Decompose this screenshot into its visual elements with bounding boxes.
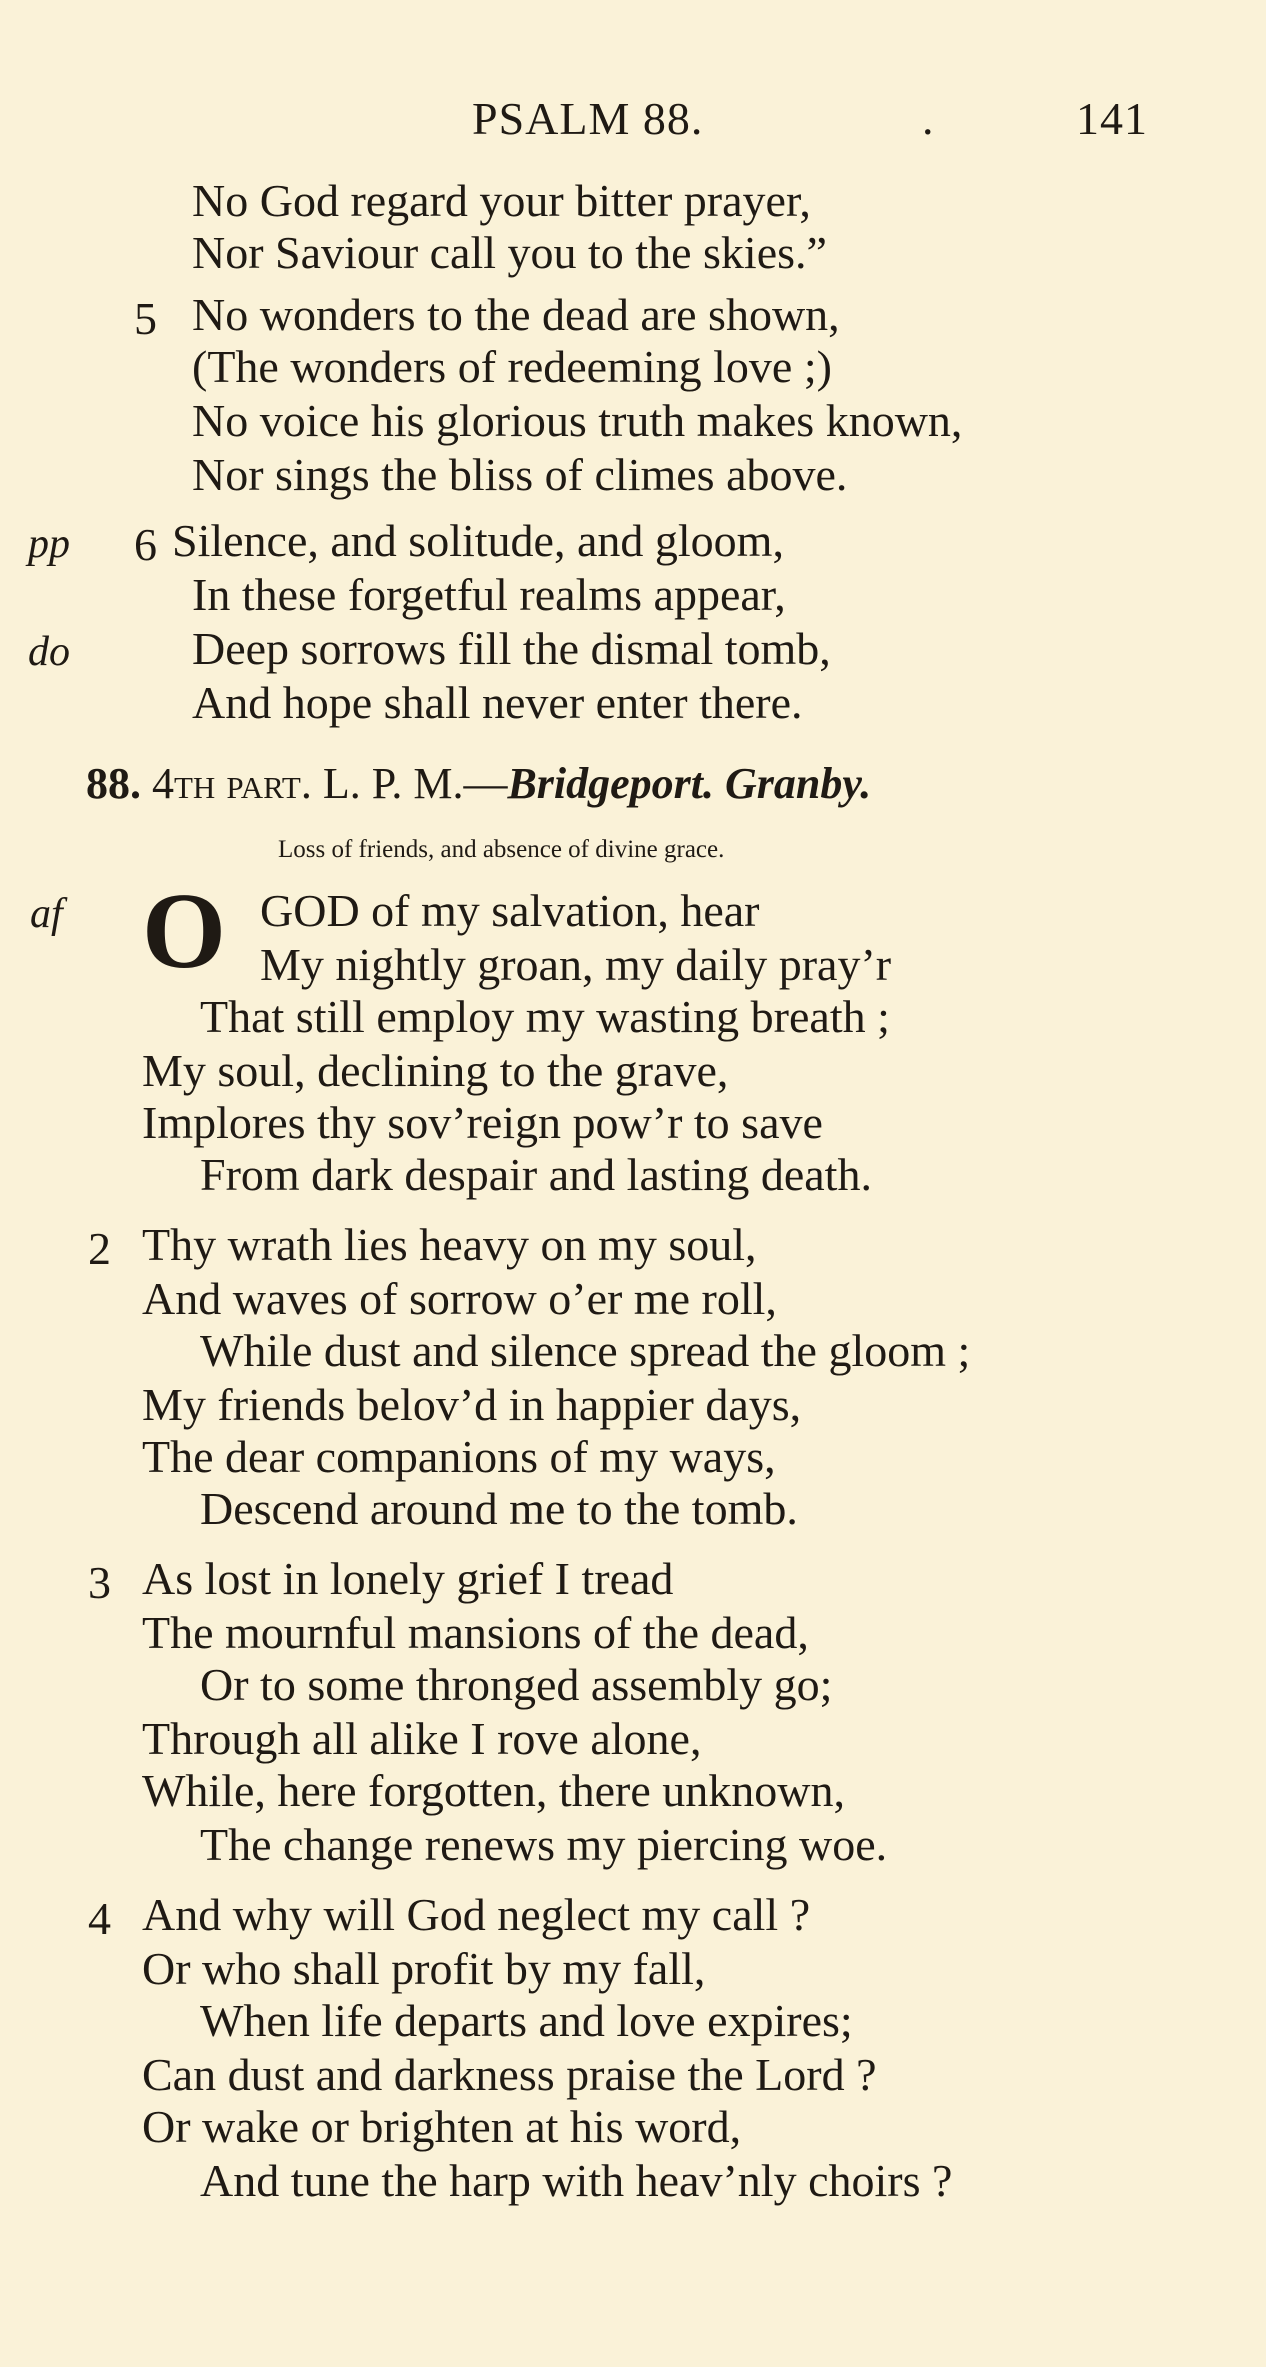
verse-line: And hope shall never enter there. [192, 677, 803, 728]
hymn-tunes: Bridgeport. Granby. [507, 759, 872, 808]
hymn-meter: L. P. M.— [322, 759, 508, 808]
verse-line: Silence, and solitude, and gloom, [172, 515, 784, 566]
verse-number: 5 [134, 293, 157, 344]
verse-line: Nor sings the bliss of climes above. [192, 449, 848, 500]
verse-line: No voice his glorious truth makes known, [192, 395, 963, 446]
verse-line: As lost in lonely grief I tread [142, 1553, 674, 1604]
verse-line: My friends belov’d in happier days, [142, 1379, 802, 1430]
verse-line: And why will God neglect my call ? [142, 1889, 811, 1940]
page-number: 141 [1076, 93, 1148, 144]
verse-line: GOD of my salvation, hear [260, 885, 760, 936]
hymn-number: 88. [86, 759, 141, 808]
verse-number: 4 [88, 1893, 111, 1944]
verse-line: In these forgetful realms appear, [192, 569, 786, 620]
verse-line: When life departs and love expires; [200, 1995, 853, 2046]
verse-line: While, here forgotten, there unknown, [142, 1765, 845, 1816]
dynamic-marking-pp: pp [28, 521, 70, 567]
verse-line: While dust and silence spread the gloom ; [200, 1325, 971, 1376]
running-head-title: PSALM 88. [472, 93, 704, 144]
verse-line: Or to some thronged assembly go; [200, 1659, 833, 1710]
verse-line: Or who shall profit by my fall, [142, 1943, 706, 1994]
verse-number: 3 [88, 1557, 111, 1608]
verse-line: Can dust and darkness praise the Lord ? [142, 2049, 877, 2100]
hymn-part: 4th part. [152, 759, 312, 808]
drop-cap: O [142, 872, 227, 991]
verse-line: And waves of sorrow o’er me roll, [142, 1273, 777, 1324]
dynamic-marking-af: af [30, 891, 63, 937]
verse-number: 2 [88, 1223, 111, 1274]
verse-line: The mournful mansions of the dead, [142, 1607, 809, 1658]
verse-number: 6 [134, 519, 157, 570]
verse-line: Nor Saviour call you to the skies.” [192, 227, 827, 278]
dynamic-marking-do: do [28, 629, 70, 675]
verse-line: Implores thy sov’reign pow’r to save [142, 1097, 823, 1148]
hymn-subtitle: Loss of friends, and absence of divine grace. [278, 836, 725, 863]
verse-line: Deep sorrows fill the dismal tomb, [192, 623, 831, 674]
verse-line: Descend around me to the tomb. [200, 1483, 798, 1534]
verse-line: That still employ my wasting breath ; [200, 991, 890, 1042]
verse-line: And tune the harp with heav’nly choirs ? [200, 2155, 953, 2206]
verse-line: Thy wrath lies heavy on my soul, [142, 1219, 757, 1270]
running-head-dot: . [922, 93, 935, 144]
verse-line: The dear companions of my ways, [142, 1431, 776, 1482]
verse-line: Through all alike I rove alone, [142, 1713, 702, 1764]
hymn-heading [86, 758, 871, 809]
verse-line: The change renews my piercing woe. [200, 1819, 888, 1870]
verse-line: No God regard your bitter prayer, [192, 175, 811, 226]
verse-line: My soul, declining to the grave, [142, 1045, 729, 1096]
verse-line: My nightly groan, my daily pray’r [260, 939, 892, 990]
verse-line: From dark despair and lasting death. [200, 1149, 872, 1200]
verse-line: (The wonders of redeeming love ;) [192, 341, 832, 392]
verse-line: Or wake or brighten at his word, [142, 2101, 742, 2152]
verse-line: No wonders to the dead are shown, [192, 289, 840, 340]
